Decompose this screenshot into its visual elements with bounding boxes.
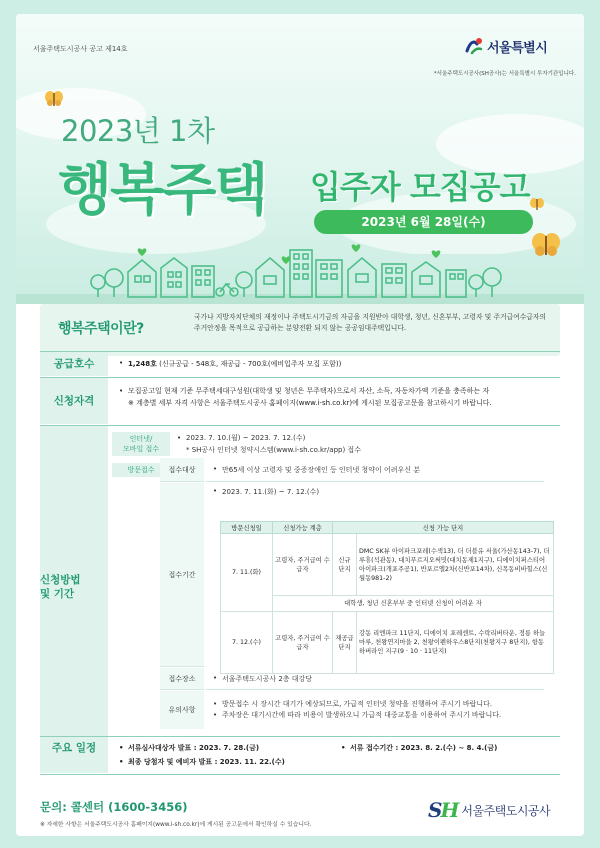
caution-label: 유의사항 <box>160 691 204 729</box>
eligible-class: 고령자, 주거급여 수급자 <box>273 612 333 674</box>
intro-title: 행복주택이란? <box>58 321 144 337</box>
schedule-item: • 최종 당첨자 및 예비자 발표 : 2023. 11. 22.(수) <box>118 755 560 769</box>
caution-line: • 방문접수 시 장시간 대기가 예상되므로, 가급적 인터넷 청약을 진행하여 주시기 바랍니다. <box>212 699 492 710</box>
qualification-body <box>108 385 560 409</box>
contact-text: 문의: 콜센터 (1600-3456) <box>40 800 188 814</box>
complex-type: 신규 단지 <box>333 534 357 596</box>
period-text-value: • 2023. 7. 11.(화) ~ 7. 12.(수) <box>212 487 319 497</box>
divider <box>40 351 560 352</box>
title-year: 2023년 1차 <box>61 114 215 148</box>
divider <box>40 425 560 426</box>
table-header: 신청가능 계층 <box>273 522 333 534</box>
visit-schedule-table <box>220 521 554 674</box>
online-tag-line2: 모바일 접수 <box>122 445 160 453</box>
online-period: • 2023. 7. 10.(월) ~ 2023. 7. 12.(수) <box>176 432 556 444</box>
eligible-note: 대학생, 청년 신혼부부 중 인터넷 신청이 어려운 자 <box>273 596 554 612</box>
online-body <box>176 432 556 456</box>
supply-label: 공급호수 <box>40 352 108 376</box>
qualification-note: ※ 계층별 세부 자격 사항은 서울주택도시공사 홈페이지(www.i-sh.co.kr)에 게시된 모집공고문을 참고하시기 바랍니다. <box>128 399 492 407</box>
table-header: 방문신청일 <box>221 522 273 534</box>
schedule-body <box>108 741 560 769</box>
footer-note: ※ 자세한 사항은 서울주택도시공사 홈페이지(www.i-sh.co.kr)에 게시된 공고문에서 확인하실 수 있습니다. <box>40 822 312 828</box>
sub-title: 입주자 모집공고 <box>310 168 530 206</box>
caution-text <box>206 691 544 729</box>
supply-line <box>118 359 560 369</box>
notice-number: 서울주택도시공사 공고 제14호 <box>33 45 128 53</box>
sections-layer <box>16 14 584 836</box>
caution-line: • 주차장은 대기시간에 따라 비용이 발생하오니 가급적 대중교통을 이용하여 주시기 바랍니다. <box>212 710 501 721</box>
divider <box>40 377 560 378</box>
divider <box>40 736 560 737</box>
complex-list: DMC SK뷰 아이파크포레(수색13), 더 더블유 서울(가산동143-7), 더루휴(석관동), 대치푸르지오써밋(대치동제1지구), 디에이치퍼스티어아이파크(개포주공1), 반포르엘2차(신반포14차), 신목동비바힐스(신월동981-2) <box>357 534 554 596</box>
visit-date: 7. 12.(수) <box>221 612 273 674</box>
online-tag-line1: 인터넷/ <box>129 435 153 443</box>
method-label-line1: 신청방법 <box>40 574 81 586</box>
schedule-item: • 서류 접수기간 : 2023. 8. 2.(수) ~ 8. 4.(금) <box>340 741 497 755</box>
schedule-label: 주요 일정 <box>40 737 108 773</box>
notice-date: 2023년 6월 28일(수) <box>314 210 533 234</box>
online-tag <box>112 432 170 456</box>
complex-list: 강동 리엔파크 11단지, 디에이치 포레센트, 수락리버타운, 정릉 하늘마루, 천왕연지마을 2, 천왕이펜하우스8단지(천왕지구 8단지), 항동 하버라인 지구(9 · 10 · 11단지) <box>357 612 554 674</box>
period-label: 접수기간 <box>160 483 204 667</box>
qualification-line: • 모집공고일 현재 기준 무주택세대구성원(대학생 및 청년은 무주택자)으로서 자산, 소득, 자동차가액 기준을 충족하는 자 <box>118 385 560 397</box>
table-row <box>221 534 554 596</box>
target-text <box>206 458 544 482</box>
supply-count: 1,248호 <box>128 360 157 368</box>
method-label <box>40 426 108 736</box>
table-row <box>221 612 554 674</box>
schedule-row <box>118 741 560 755</box>
complex-type: 재공급 단지 <box>333 612 357 674</box>
target-text-value: • 만65세 이상 고령자 및 중증장애인 등 인터넷 청약이 어려우신 분 <box>212 465 420 475</box>
visit-tag: 방문접수 <box>112 463 170 477</box>
qualification-label: 신청자격 <box>40 378 108 424</box>
eligible-class: 고령자, 주거급여 수급자 <box>273 534 333 596</box>
seoul-logo-text: 서울특별시 <box>487 40 548 56</box>
sh-name: 서울주택도시공사 <box>461 803 551 818</box>
schedule-item: • 서류심사대상자 발표 : 2023. 7. 28.(금) <box>118 741 340 755</box>
period-text <box>206 483 544 501</box>
online-note: * SH공사 인터넷 청약시스템(www.i-sh.co.kr/app) 접수 <box>186 446 361 454</box>
place-text-value: • 서울주택도시공사 2층 대강당 <box>212 674 312 684</box>
intro-text: 국가나 지방자치단체의 재정이나 주택도시기금의 자금을 지원받아 대학생, 청년, 신혼부부, 고령자 및 주거급여수급자의 주거안정을 목적으로 공급하는 분양전환 되지 않는 공공임대주택입니다. <box>194 313 546 332</box>
seoul-note: *서울주택도시공사(SH공사)는 서울특별시 투자기관입니다. <box>433 71 576 77</box>
target-label: 접수대상 <box>160 458 204 482</box>
divider <box>40 774 560 775</box>
sh-logo <box>428 798 550 822</box>
supply-detail: (신규공급 - 548호, 재공급 - 700호(예비입주자 모집 포함)) <box>159 360 342 368</box>
method-label-line2: 및 기간 <box>40 588 75 600</box>
visit-date: 7. 11.(화) <box>221 534 273 612</box>
table-header-row <box>221 522 554 534</box>
supply-body <box>108 359 560 369</box>
sh-mark-icon: SH <box>428 798 458 822</box>
main-title: 행복주택 <box>58 158 267 223</box>
place-label: 접수장소 <box>160 668 204 690</box>
table-header: 신청 가능 단지 <box>333 522 554 534</box>
